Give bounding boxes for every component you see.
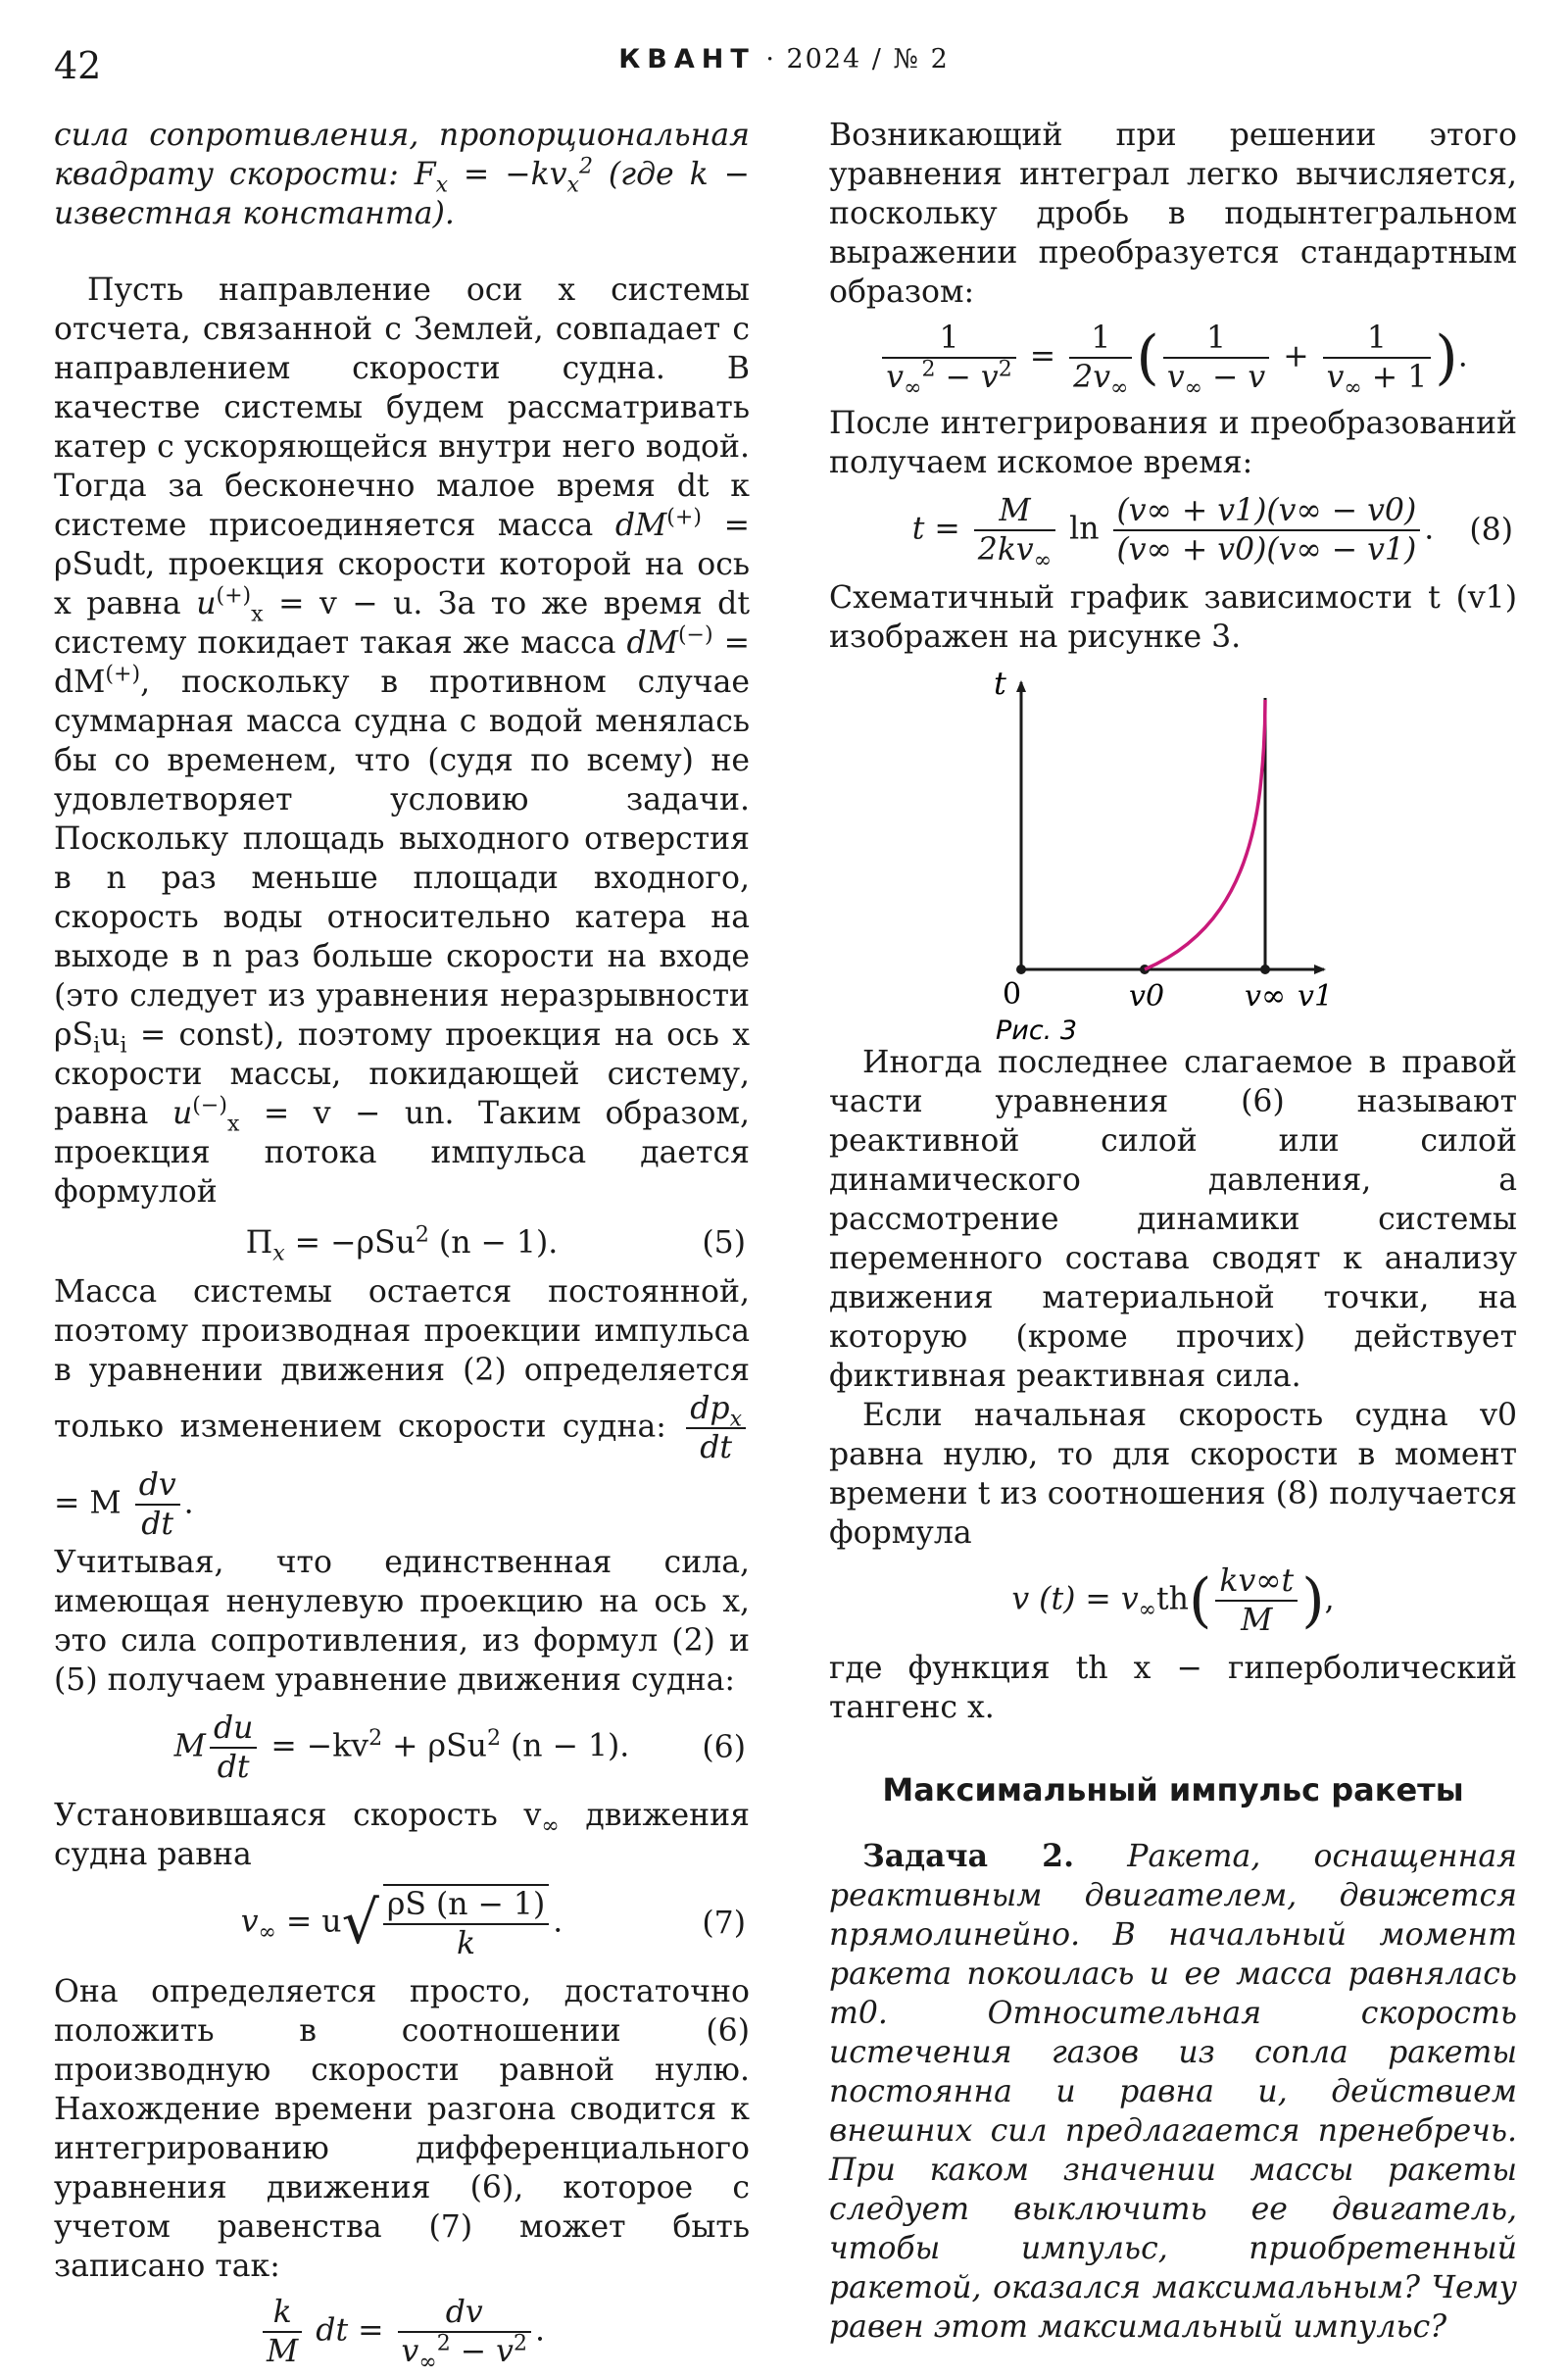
task-text: Ракета, оснащенная реактивным двигателем, движется прямолинейно. В начальный момент ракета покоилась и ее масса равнялась m0. Относительная скорость истечения газов из сопла ракеты постоянна и равна u, действием внешних сил предлагается пренебречь. При каком значении массы ракеты следует выключить ее двигатель, чтобы импульс, приобретенный ракетой, оказался максимальным? Чему равен этот максимальный импульс? bbox=[829, 1839, 1517, 2345]
right-column bbox=[829, 116, 1517, 2347]
journal-name: КВАНТ bbox=[618, 44, 756, 74]
equation-number: (7) bbox=[702, 1906, 746, 1941]
equation-separated: $\frac{k}{M}$ dt = $\frac{dv}{v_\infty^2 - v^2}$ . bbox=[54, 2294, 750, 2370]
task-2 bbox=[829, 1837, 1517, 2347]
t-curve bbox=[1145, 700, 1265, 969]
paragraph-tanh: где функция th x − гиперболический тангенс x. bbox=[829, 1651, 1517, 1725]
y-axis-label: t bbox=[994, 665, 1006, 702]
figure-caption: Рис. 3 bbox=[996, 1016, 1078, 1043]
issue-label: · 2024 / № 2 bbox=[765, 44, 950, 74]
problem-condition-end: сила сопротивления, пропорциональная квадрату скорости: $F_x = -kv_x^2$ (где k − известная константа). bbox=[54, 118, 750, 231]
equation-7: $v_\infty = u√$ $\frac{\rho S (n - 1)}{k}$ . (7) bbox=[54, 1884, 750, 1962]
equation-partial-fractions: $\frac{1}{v_\infty^2 - v^2}$ = $\frac{1}{2v_\infty}$ ( $\frac{1}{v_\infty - v}$ + $\frac{1}{v_\infty + 1}$ ). bbox=[829, 320, 1517, 396]
task-label: Задача 2. bbox=[862, 1838, 1075, 1874]
equation-8: t = $\frac{M}{2kv_\infty}$ ln $\frac{(v\infty + v1)(v\infty - v0)}{(v\infty + v0)(v\infty - v1)}$ . (8) bbox=[911, 493, 1513, 573]
origin-dot bbox=[1016, 965, 1026, 974]
paragraph-figure-ref: Схематичный график зависимости t (v1) изображен на рисунке 3. bbox=[829, 580, 1517, 655]
paragraph-integral: Возникающий при решении этого уравнения интеграл легко вычисляется, поскольку дробь в подынтегральном выражении преобразуется стандартным образом: bbox=[829, 118, 1517, 310]
paragraph-reference-frame: Пусть направление оси x системы отсчета, связанной с Землей, совпадает с направлением скорости судна. В качестве системы будем рассматривать катер с ускоряющейся внутри него водой. Тогда за бесконечно малое время dt к системе присоединяется масса dM(+) = ρSudt, проекция скорости которой на ось x равна $u^{(+)}_x = v - u$. За то же время dt систему покидает такая же масса dM(−) = dM(+), поскольку в противном случае суммарная масса судна с водой менялась бы со временем, что (судя по всему) не удовлетворяет условию задачи. Поскольку площадь выходного отверстия в n раз меньше площади входного, скорость воды относительно катера на выходе в n раз больше скорости на входе (это следует из уравнения неразрывности $\rho S_iu_i$ = const), поэтому проекция на ось x скорости массы, покидающей систему, равна $u^{(-)}_x = v$ − un. Таким образом, проекция потока импульса дается формулой bbox=[54, 272, 750, 1210]
paragraph-reactive-force: Иногда последнее слагаемое в правой части уравнения (6) называют реактивной силой или силой динамического давления, а рассмотрение динамики системы переменного состава сводят к анализу движения материальной точки, на которую (кроме прочих) действует фиктивная реактивная сила. bbox=[829, 1045, 1517, 1394]
equation-velocity: v $(t) = v_\infty th$( $\frac{kv\infty t}{M}$ ), bbox=[1011, 1563, 1335, 1638]
equation-number: (8) bbox=[1469, 513, 1513, 548]
equation-6: M $\frac{du}{dt}$ = $-kv^2 + \rho Su^2$ (n − 1). (6) bbox=[173, 1710, 746, 1785]
paragraph-resistance: Учитывая, что единственная сила, имеющая ненулевую проекцию на ось x, это сила сопротивления, из формул (2) и (5) получаем уравнение движения судна: bbox=[54, 1545, 750, 1698]
figure-3-graph bbox=[829, 661, 1517, 1043]
page-number: 42 bbox=[54, 44, 102, 87]
left-column bbox=[54, 116, 750, 2378]
paragraph-constant-mass: Масса системы остается постоянной, поэтому производная проекции импульса в уравнении движения (2) определяется только изменением скорости судна: $dp_x$ dt = M $\frac{dv}{dt}$ . bbox=[54, 1274, 750, 1542]
origin-label: 0 bbox=[1003, 977, 1022, 1012]
running-header bbox=[0, 44, 1568, 74]
section-title: Максимальный импульс ракеты bbox=[882, 1771, 1464, 1808]
paragraph-steady-speed: Установившаяся скорость $v_\infty$ движения судна равна bbox=[54, 1798, 751, 1872]
equation-number: (5) bbox=[702, 1225, 746, 1261]
vinf-label: v∞ bbox=[1245, 979, 1286, 1014]
equation-number: (6) bbox=[702, 1730, 746, 1765]
x-axis-label: v1 bbox=[1298, 979, 1334, 1014]
paragraph-zero-initial: Если начальная скорость судна v0 равна нулю, то для скорости в момент времени t из соотношения (8) получается формула bbox=[829, 1398, 1517, 1551]
paragraph-after-integration: После интегрирования и преобразований получаем искомое время: bbox=[829, 406, 1517, 480]
equation-5: $\Pi_x = -\rho Su^2$ (n − 1). (5) bbox=[245, 1222, 746, 1266]
v0-label: v0 bbox=[1129, 979, 1165, 1014]
vinf-dot bbox=[1260, 965, 1270, 974]
paragraph-acceleration-time: Она определяется просто, достаточно положить в соотношении (6) производную скорости равной нулю. Нахождение времени разгона сводится к интегрированию дифференциального уравнения движения (6), которое с учетом равенства (7) может быть записано так: bbox=[54, 1974, 750, 2284]
